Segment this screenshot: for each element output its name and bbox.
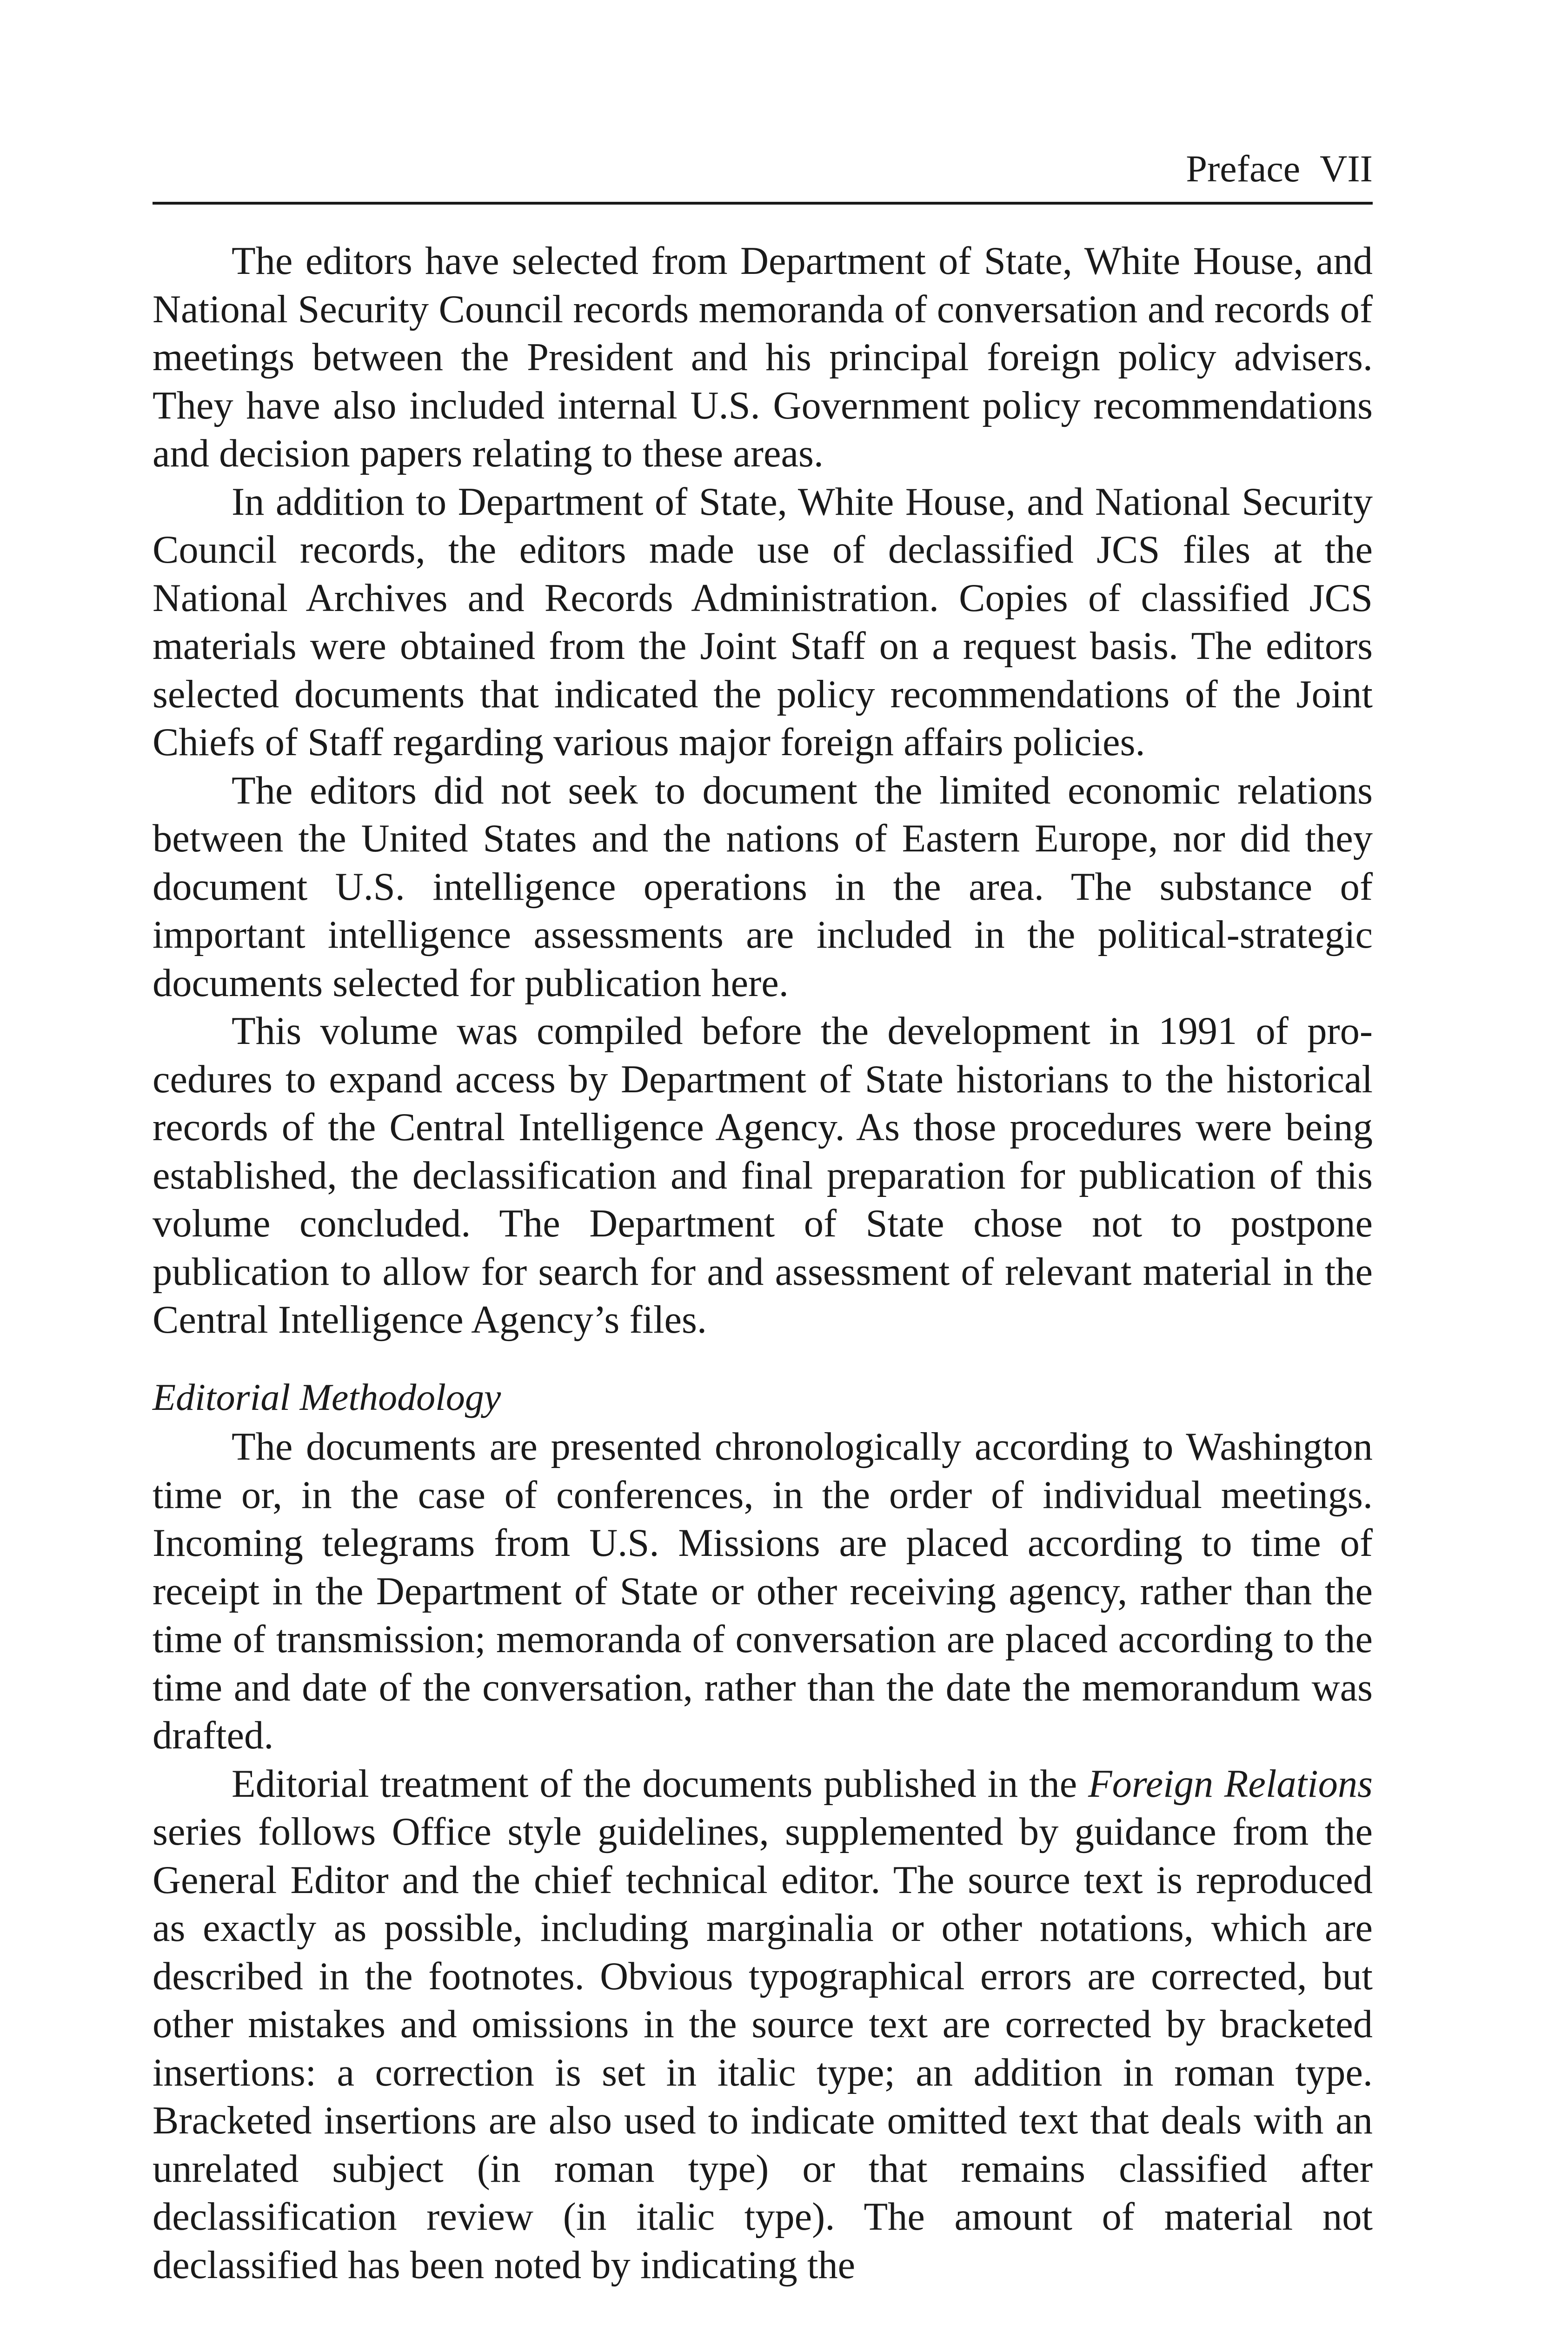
paragraph-editorial-treatment bbox=[153, 1760, 1373, 2290]
paragraph-chronology: The documents are presented chronologically according to Washington time or, in the case of conferences, in the order of individual meetings. Incoming telegrams from U.S. Missions are placed according to time of receipt in the Department of State or other receiving agency, rather than the time of transmission; memoranda of conversation are placed according to the time and date of the conversation, rather than the date the memorandum was drafted. bbox=[153, 1425, 1373, 1757]
paragraph-scope-limits: The editors did not seek to document the limited economic relations between the United States and the nations of Eastern Europe, nor did they document U.S. intelligence operations in the area. The substance of important intelligence assessments are included in the political-strategic documents selected for publication here. bbox=[153, 769, 1373, 1005]
running-head-title: Preface bbox=[1186, 147, 1301, 190]
page-number: VII bbox=[1320, 147, 1373, 190]
paragraph-selection-sources: The editors have selected from Department of State, White House, and National Security Council records memoranda of conversation and records of meetings between the President and his principal foreign policy advisers. They have also included internal U.S. Government policy recommendations and decision papers relating to these areas. bbox=[153, 239, 1373, 475]
editorial-rest-text: series follows Office style guidelines, supplemented by guidance from the General Editor and the chief technical editor. The source text is reproduced as exactly as possible, including marginalia or other notations, which are described in the footnotes. Obvious typographical errors are corrected, but other mistakes and omissions in the source text are corrected by bracketed insertions: a correction is set in italic type; an addition in roman type. Bracketed insertions are also used to indicate omitted text that deals with an unrelated subject (in roman type) or that remains classified after declassification review (in italic type). The amount of material not declassified has been noted by indicating the bbox=[153, 1810, 1373, 2287]
paragraph-cia-access: This volume was compiled before the development in 1991 of procedures to expand access by Department of State historians to the historical records of the Central Intelligence Agency. As those procedures were being established, the declassification and final preparation for publication of this volume concluded. The Department of State chose not to postpone publication to allow for search for and assessment of relevant material in the Central Intelligence Agency’s files. bbox=[153, 1010, 1373, 1342]
page bbox=[153, 147, 1373, 2289]
section-heading: Editorial Methodology bbox=[153, 1375, 501, 1418]
series-title: Foreign Relations bbox=[1088, 1762, 1373, 1806]
editorial-lead-text: Editorial treatment of the documents published in the bbox=[232, 1762, 1088, 1806]
paragraph-jcs-records: In addition to Department of State, White House, and National Security Council records, the editors made use of declassified JCS files at the National Archives and Records Administration. Copies of classified JCS materials were obtained from the Joint Staff on a request basis. The editors selected documents that indicated the policy recommendations of the Joint Chiefs of Staff regarding various major foreign affairs policies. bbox=[153, 480, 1373, 764]
running-head bbox=[153, 147, 1373, 205]
